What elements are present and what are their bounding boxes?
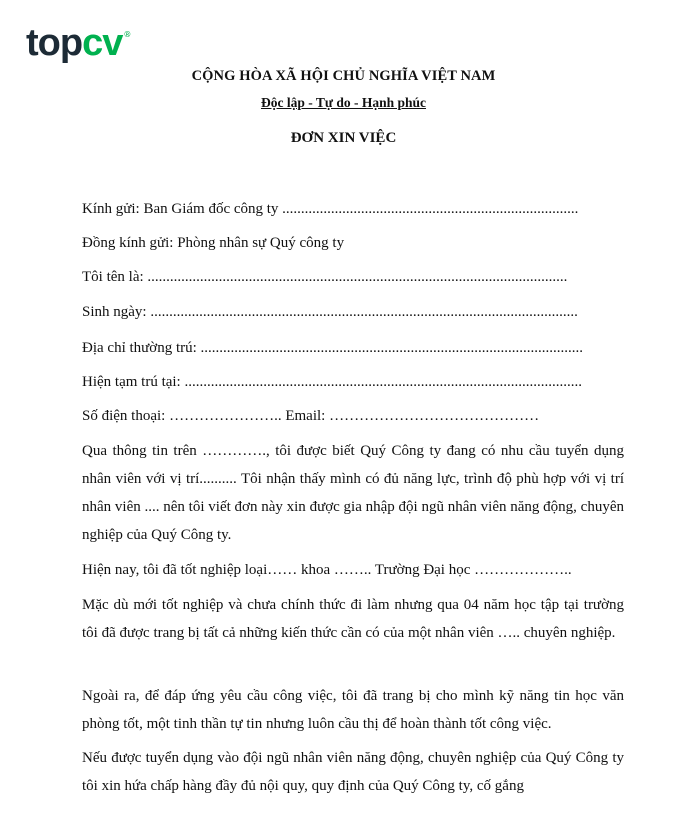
logo-cv-text: cv [82, 22, 123, 64]
paragraph-commitment: Nếu được tuyển dụng vào đội ngũ nhân viên năng động, chuyên nghiệp của Quý Công ty tôi xin hứa chấp hàng đầy đủ nội quy, quy định của Quý Công ty, cố gắng [82, 750, 624, 794]
paragraph-intro: Qua thông tin trên …………., tôi được biết Quý Công ty đang có nhu cầu tuyển dụng nhân viên với vị trí.......... Tôi nhận thấy mình có đủ năng lực, trình độ phù hợp với vị trí nhân viên .... nên tôi viết đơn này xin được gia nhập đội ngũ nhân viên năng động, chuyên nghiệp của Quý Công ty. [82, 443, 624, 543]
paragraph-education: Hiện nay, tôi đã tốt nghiệp loại…… khoa …….. Trường Đại học ……………….. [82, 562, 572, 578]
document-title: ĐƠN XIN VIỆC [290, 130, 397, 146]
motto-heading: Độc lập - Tự do - Hạnh phúc [260, 95, 427, 110]
paragraph-training: Mặc dù mới tốt nghiệp và chưa chính thức đi làm nhưng qua 04 năm học tập tại trường tôi đã được trang bị tất cả những kiến thức cần có của một nhân viên ….. chuyên nghiệp. [82, 597, 624, 641]
field-sinh-ngay: Sinh ngày: .................................................................................................................. [82, 304, 578, 320]
logo-top-text: top [26, 22, 83, 64]
field-dong-kinh-gui: Đồng kính gửi: Phòng nhân sự Quý công ty [82, 235, 345, 251]
field-tam-tru: Hiện tạm trú tại: .......................................................................................................... [82, 374, 582, 390]
field-ten: Tôi tên là: ................................................................................................................ [82, 269, 568, 285]
topcv-logo [26, 24, 131, 64]
registered-mark: ® [123, 30, 132, 39]
paragraph-skills: Ngoài ra, để đáp ứng yêu cầu công việc, tôi đã trang bị cho mình kỹ năng tin học văn phòng tốt, một tinh thần tự tin nhưng luôn cầu thị để hoàn thành tốt công việc. [82, 688, 624, 732]
field-kinh-gui: Kính gửi: Ban Giám đốc công ty ............................................................................... [82, 201, 579, 217]
field-dia-chi-thuong-tru: Địa chỉ thường trú: ...................................................................................................... [82, 340, 584, 356]
field-dien-thoai-email: Số điện thoại: ………………….. Email: …………………………………… [82, 408, 540, 424]
nation-heading: CỘNG HÒA XÃ HỘI CHỦ NGHĨA VIỆT NAM [191, 68, 496, 84]
